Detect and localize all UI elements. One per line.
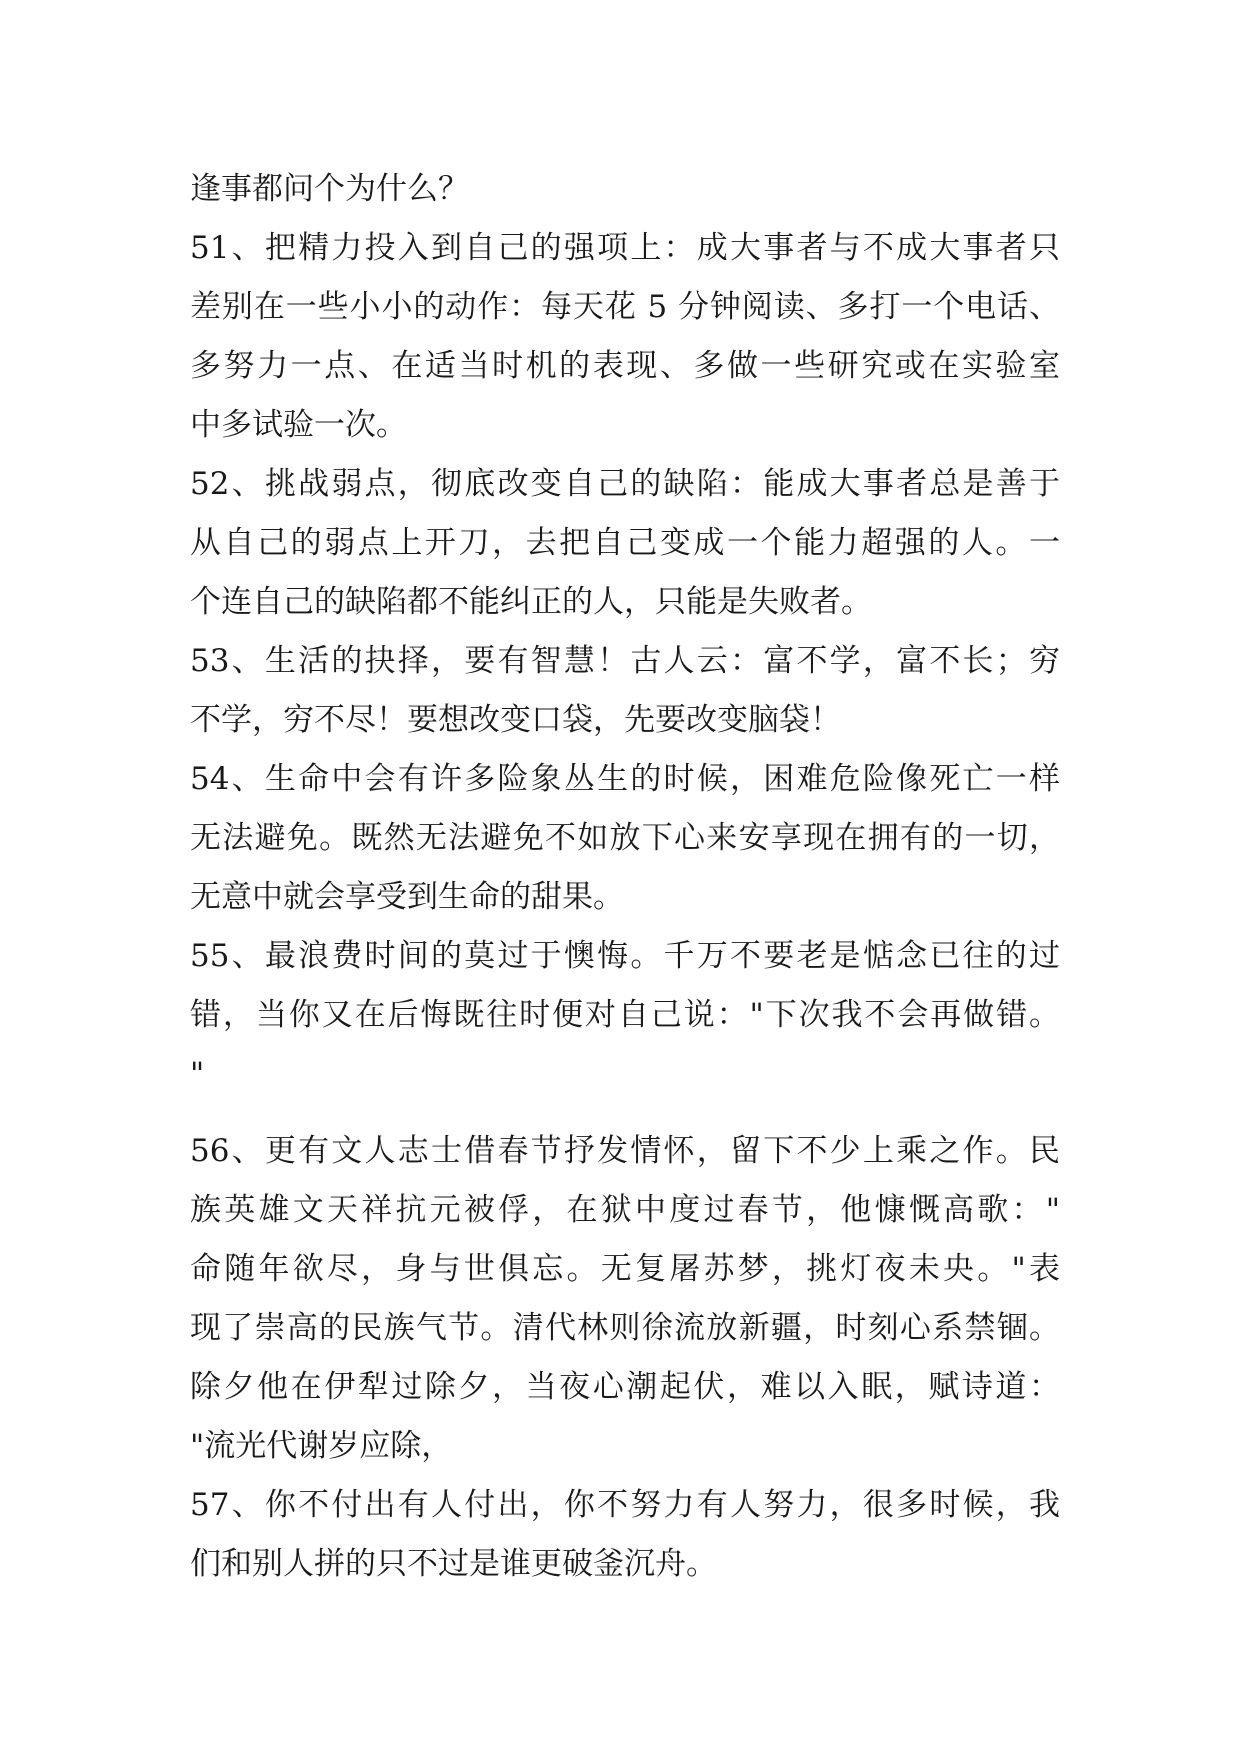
- text-line: 多努力一点、在适当时机的表现、多做一些研究或在实验室: [190, 348, 1060, 384]
- text-line: 51、把精力投入到自己的强项上：成大事者与不成大事者只: [190, 230, 1060, 266]
- text-line: 命随年欲尽，身与世俱忘。无复屠苏梦，挑灯夜未央。"表: [190, 1251, 1060, 1287]
- text-line: 中多试验一次。: [190, 407, 407, 443]
- text-line: 54、生命中会有许多险象丛生的时候，困难危险像死亡一样: [190, 761, 1060, 797]
- document-body: [190, 160, 1060, 1594]
- text-line: 从自己的弱点上开刀，去把自己变成一个能力超强的人。一: [190, 525, 1060, 561]
- text-line: 逢事都问个为什么？: [190, 171, 469, 207]
- text-line: 53、生活的抉择，要有智慧！古人云：富不学，富不长；穷: [190, 643, 1060, 679]
- text-line: 差别在一些小小的动作：每天花 5 分钟阅读、多打一个电话、: [190, 289, 1060, 325]
- text-line: 56、更有文人志士借春节抒发情怀，留下不少上乘之作。民: [190, 1133, 1060, 1169]
- text-line: 无法避免。既然无法避免不如放下心来安享现在拥有的一切，: [190, 820, 1060, 856]
- text-line: 错，当你又在后悔既往时便对自己说："下次我不会再做错。: [190, 997, 1060, 1033]
- text-line: 除夕他在伊犁过除夕，当夜心潮起伏，难以入眠，赋诗道：: [190, 1369, 1060, 1405]
- text-line: "流光代谢岁应除，: [190, 1428, 453, 1464]
- text-line: 57、你不付出有人付出，你不努力有人努力，很多时候，我: [190, 1487, 1060, 1523]
- text-line: 不学，穷不尽！要想改变口袋，先要改变脑袋！: [190, 702, 841, 738]
- text-line: 们和别人拼的只不过是谁更破釜沉舟。: [190, 1546, 717, 1582]
- text-line: ": [190, 1056, 205, 1092]
- text-line: 个连自己的缺陷都不能纠正的人，只能是失败者。: [190, 584, 872, 620]
- text-line: 族英雄文天祥抗元被俘，在狱中度过春节，他慷慨高歌：": [190, 1192, 1060, 1228]
- text-line: 现了崇高的民族气节。清代林则徐流放新疆，时刻心系禁锢。: [190, 1310, 1060, 1346]
- text-line: 55、最浪费时间的莫过于懊悔。千万不要老是惦念已往的过: [190, 938, 1060, 974]
- text-line: 无意中就会享受到生命的甜果。: [190, 879, 624, 915]
- text-line: 52、挑战弱点，彻底改变自己的缺陷：能成大事者总是善于: [190, 466, 1060, 502]
